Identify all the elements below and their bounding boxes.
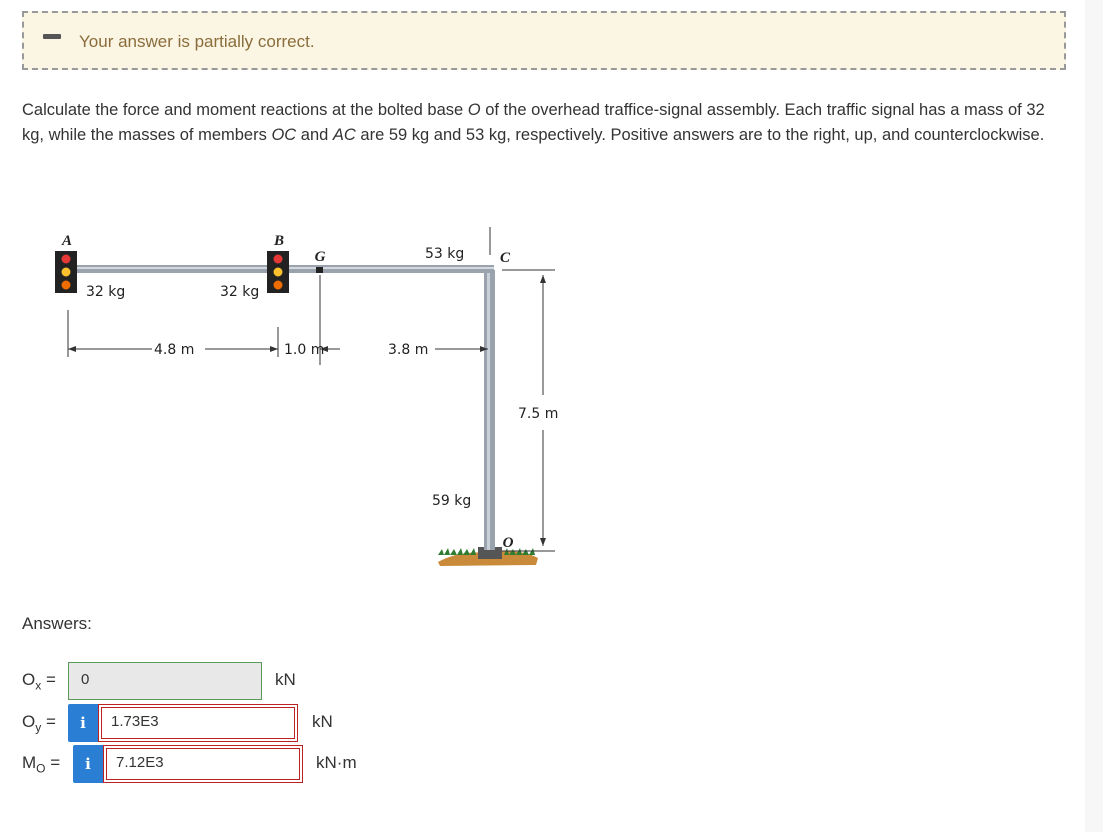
question-part: and	[296, 125, 333, 144]
pole-highlight	[487, 270, 490, 550]
signal-light	[274, 268, 283, 277]
label-sub: O	[36, 761, 46, 776]
label-sub: y	[35, 720, 42, 735]
question-var-ac: AC	[332, 125, 356, 144]
label-main: O	[22, 712, 36, 731]
label-main: O	[22, 670, 36, 689]
label-eq: =	[41, 670, 56, 689]
ox-input[interactable]: 0	[68, 662, 262, 700]
arrow-icon	[270, 346, 278, 352]
g-marker	[316, 267, 323, 273]
oy-unit: kN	[312, 712, 333, 731]
mo-label	[22, 753, 60, 775]
label-o: O	[502, 535, 514, 551]
dim-1-0: 1.0 m	[284, 342, 325, 358]
arrow-icon	[68, 346, 76, 352]
question-var-oc: OC	[271, 125, 297, 144]
traffic-signal-figure	[40, 215, 580, 580]
label-a: A	[61, 233, 73, 249]
feedback-message: Your answer is partially correct.	[79, 32, 315, 51]
label-b: B	[273, 233, 285, 249]
mass-ac: 53 kg	[425, 246, 465, 262]
signal-light	[274, 281, 283, 290]
dim-4-8: 4.8 m	[154, 342, 195, 358]
ox-label	[22, 670, 56, 692]
label-sub: x	[35, 678, 42, 693]
oy-info-button[interactable]: i	[68, 704, 98, 742]
feedback-banner	[22, 11, 1066, 70]
signal-light	[62, 281, 71, 290]
label-c: C	[499, 250, 511, 266]
ox-unit: kN	[275, 670, 296, 689]
oy-input[interactable]: 1.73E3	[98, 704, 298, 742]
mo-info-button[interactable]: i	[73, 745, 103, 783]
label-eq: =	[41, 712, 56, 731]
mass-signal-a: 32 kg	[86, 284, 126, 300]
question-part: of the overhead traffice-signal assembly. Each traffic signal has a mass of 32 kg, while the masses of members	[22, 101, 1045, 144]
mo-unit: kN·m	[316, 753, 357, 772]
signal-light	[62, 268, 71, 277]
dim-7-5: 7.5 m	[518, 406, 559, 422]
signal-light	[62, 255, 71, 264]
question-part: Calculate the force and moment reactions at the bolted base	[22, 101, 468, 119]
mass-oc: 59 kg	[432, 493, 472, 509]
question-part: are 59 kg and 53 kg, respectively. Positive answers are to the right, up, and counterclockwise.	[355, 125, 1045, 144]
answers-heading: Answers:	[22, 614, 92, 633]
arrow-icon	[540, 275, 546, 283]
mass-signal-b: 32 kg	[220, 284, 260, 300]
question-text	[22, 98, 1067, 147]
signal-light	[274, 255, 283, 264]
question-var-o: O	[467, 101, 481, 119]
oy-label	[22, 712, 56, 734]
label-eq: =	[45, 753, 61, 772]
mo-input[interactable]: 7.12E3	[103, 745, 303, 783]
label-g: G	[314, 249, 326, 265]
dim-3-8: 3.8 m	[388, 342, 429, 358]
label-main: M	[22, 753, 37, 772]
arrow-icon	[540, 538, 546, 546]
partial-correct-icon	[43, 34, 61, 39]
